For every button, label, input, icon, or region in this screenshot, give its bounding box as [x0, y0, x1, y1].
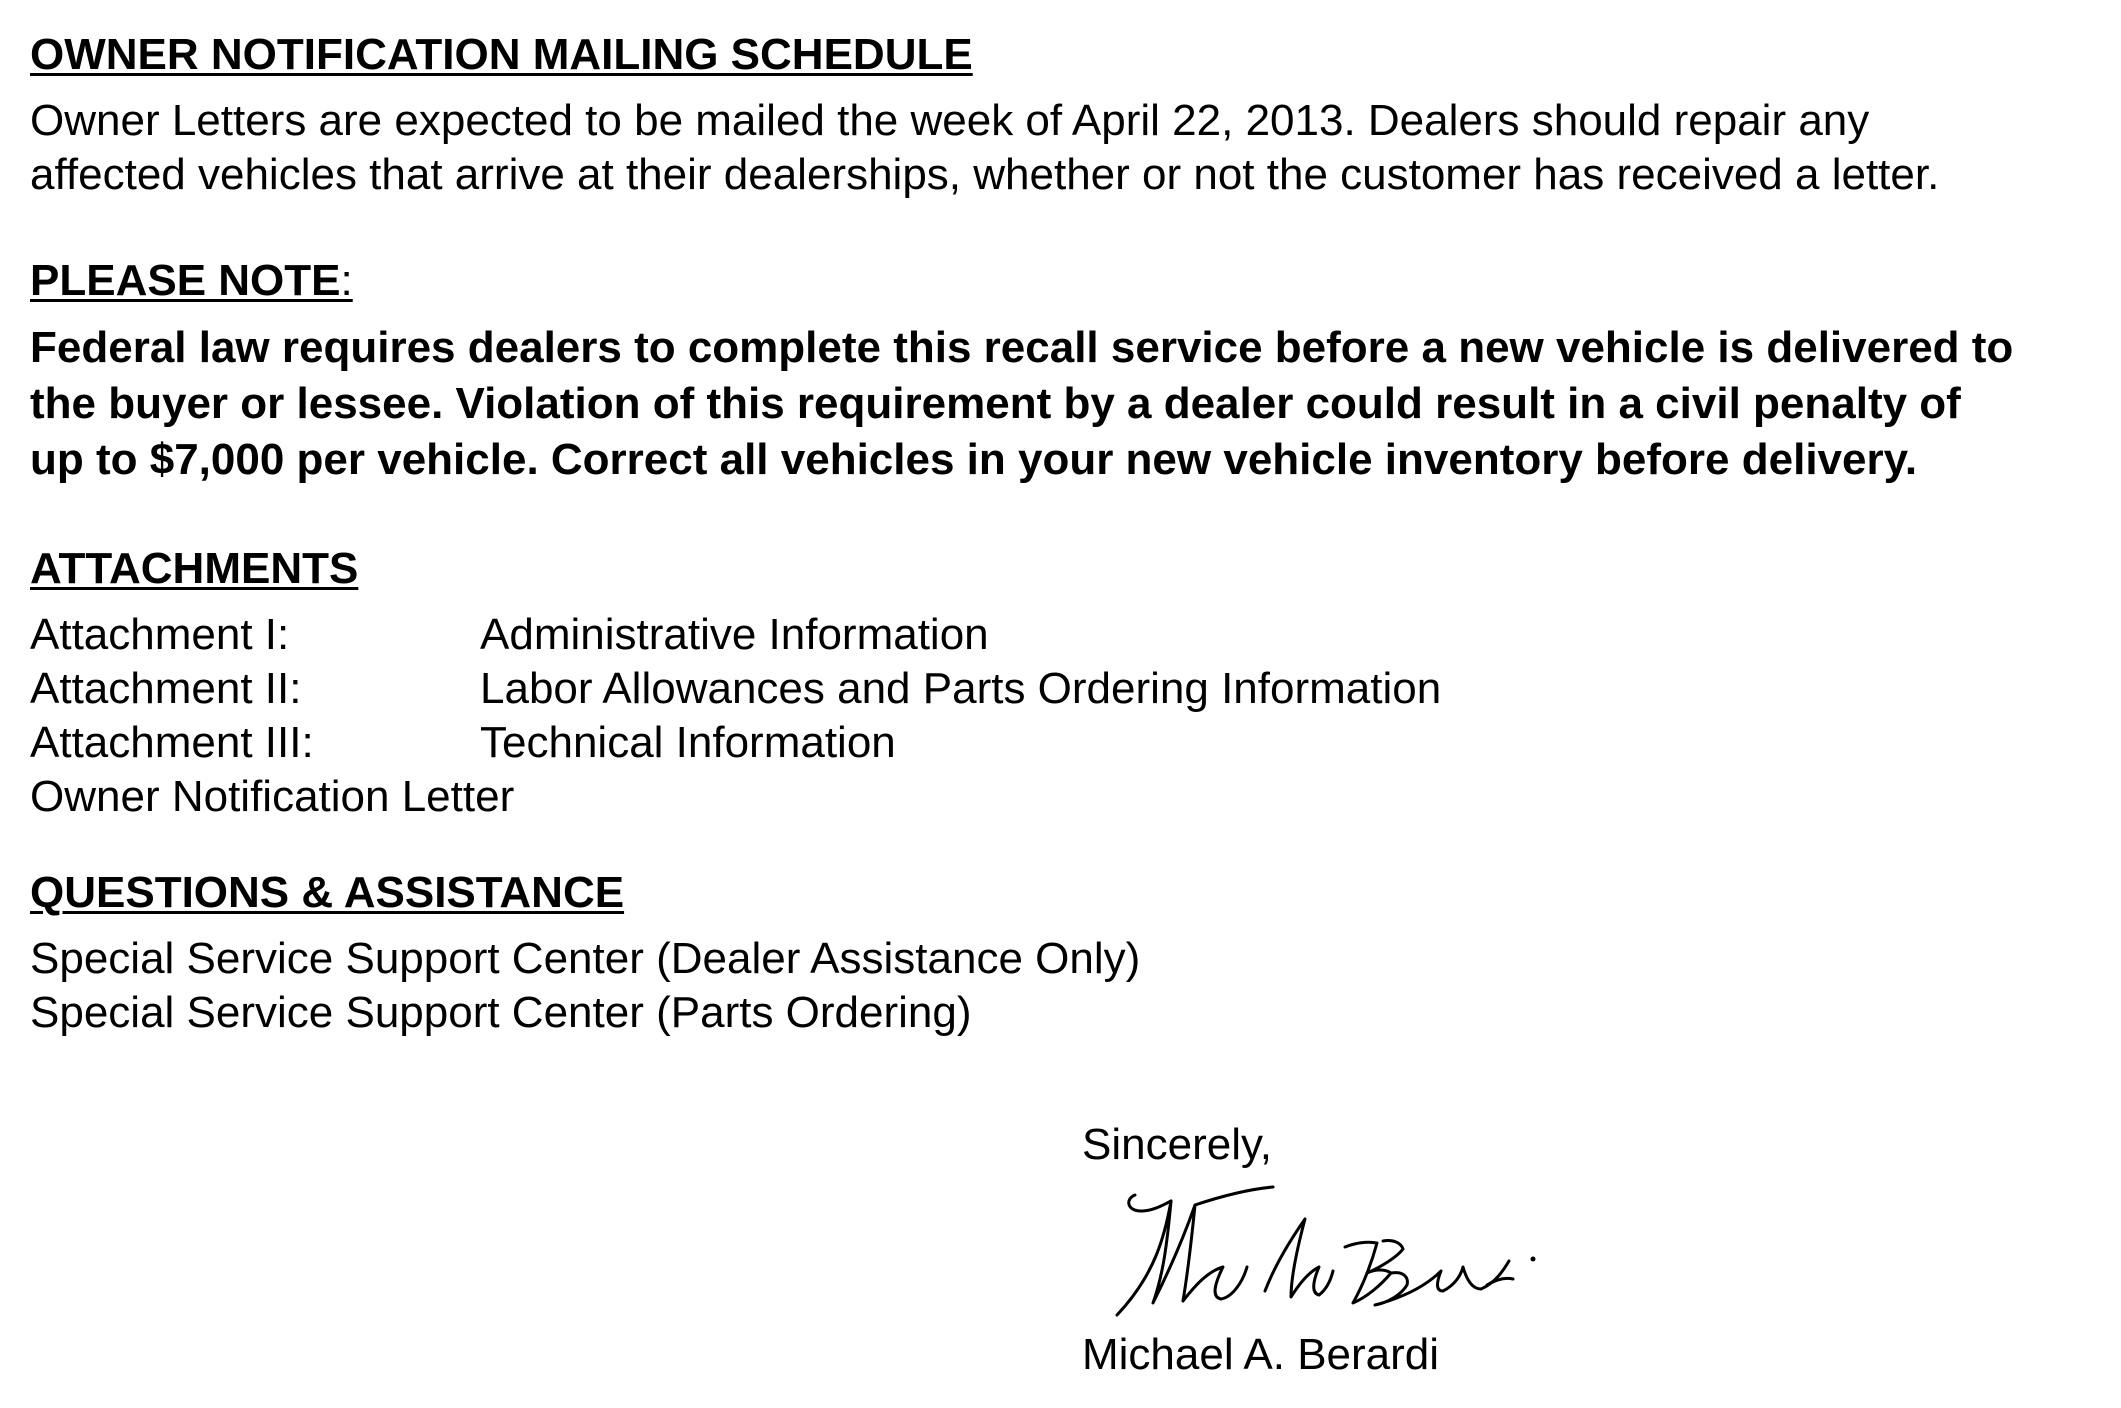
- paragraph-line: Federal law requires dealers to complete this recall service before a new vehicle is delivered to: [30, 323, 2014, 372]
- paragraph-line: up to $7,000 per vehicle. Correct all vehicles in your new vehicle inventory before delivery.: [30, 435, 1918, 484]
- owner-notification-letter: Owner Notification Letter: [30, 772, 515, 821]
- attachment-title: Technical Information: [480, 718, 896, 767]
- paragraph-line: the buyer or lessee. Violation of this requirement by a dealer could result in a civil penalty of: [30, 379, 1961, 428]
- support-center-line: Special Service Support Center (Parts Ordering): [30, 988, 972, 1037]
- questions-list: [30, 932, 2100, 1040]
- attachment-row: [30, 662, 2100, 716]
- attachment-row: [30, 716, 2100, 770]
- please-note-colon: :: [340, 256, 353, 305]
- please-note-section: [30, 254, 2100, 488]
- closing-salutation: Sincerely,: [1082, 1120, 1272, 1169]
- support-center-line: Special Service Support Center (Dealer Assistance Only): [30, 934, 1141, 983]
- attachment-extra: [30, 770, 2100, 824]
- paragraph-line: Owner Letters are expected to be mailed the week of April 22, 2013. Dealers should repair any: [30, 96, 1870, 145]
- please-note-paragraph: [30, 320, 2100, 488]
- attachment-label: Attachment I:: [30, 610, 290, 659]
- mailing-schedule-section: [30, 28, 2100, 202]
- signer-name: Michael A. Berardi: [1082, 1330, 1440, 1379]
- mailing-schedule-paragraph: [30, 94, 2100, 202]
- please-note-heading-text: PLEASE NOTE: [30, 256, 341, 305]
- attachment-label: Attachment III:: [30, 718, 314, 767]
- attachments-section: [30, 542, 2100, 824]
- paragraph-line: affected vehicles that arrive at their dealerships, whether or not the customer has received a letter.: [30, 150, 1940, 199]
- questions-heading: QUESTIONS & ASSISTANCE: [30, 868, 625, 917]
- signature-image: [1105, 1185, 1550, 1325]
- attachments-list: [30, 608, 2100, 824]
- attachments-heading: ATTACHMENTS: [30, 544, 359, 593]
- attachment-title: Administrative Information: [480, 610, 989, 659]
- attachment-title: Labor Allowances and Parts Ordering Information: [480, 664, 1442, 713]
- attachment-row: [30, 608, 2100, 662]
- attachment-label: Attachment II:: [30, 664, 302, 713]
- please-note-heading: [30, 254, 2100, 308]
- questions-section: [30, 866, 2100, 1040]
- mailing-schedule-heading: OWNER NOTIFICATION MAILING SCHEDULE: [30, 30, 973, 79]
